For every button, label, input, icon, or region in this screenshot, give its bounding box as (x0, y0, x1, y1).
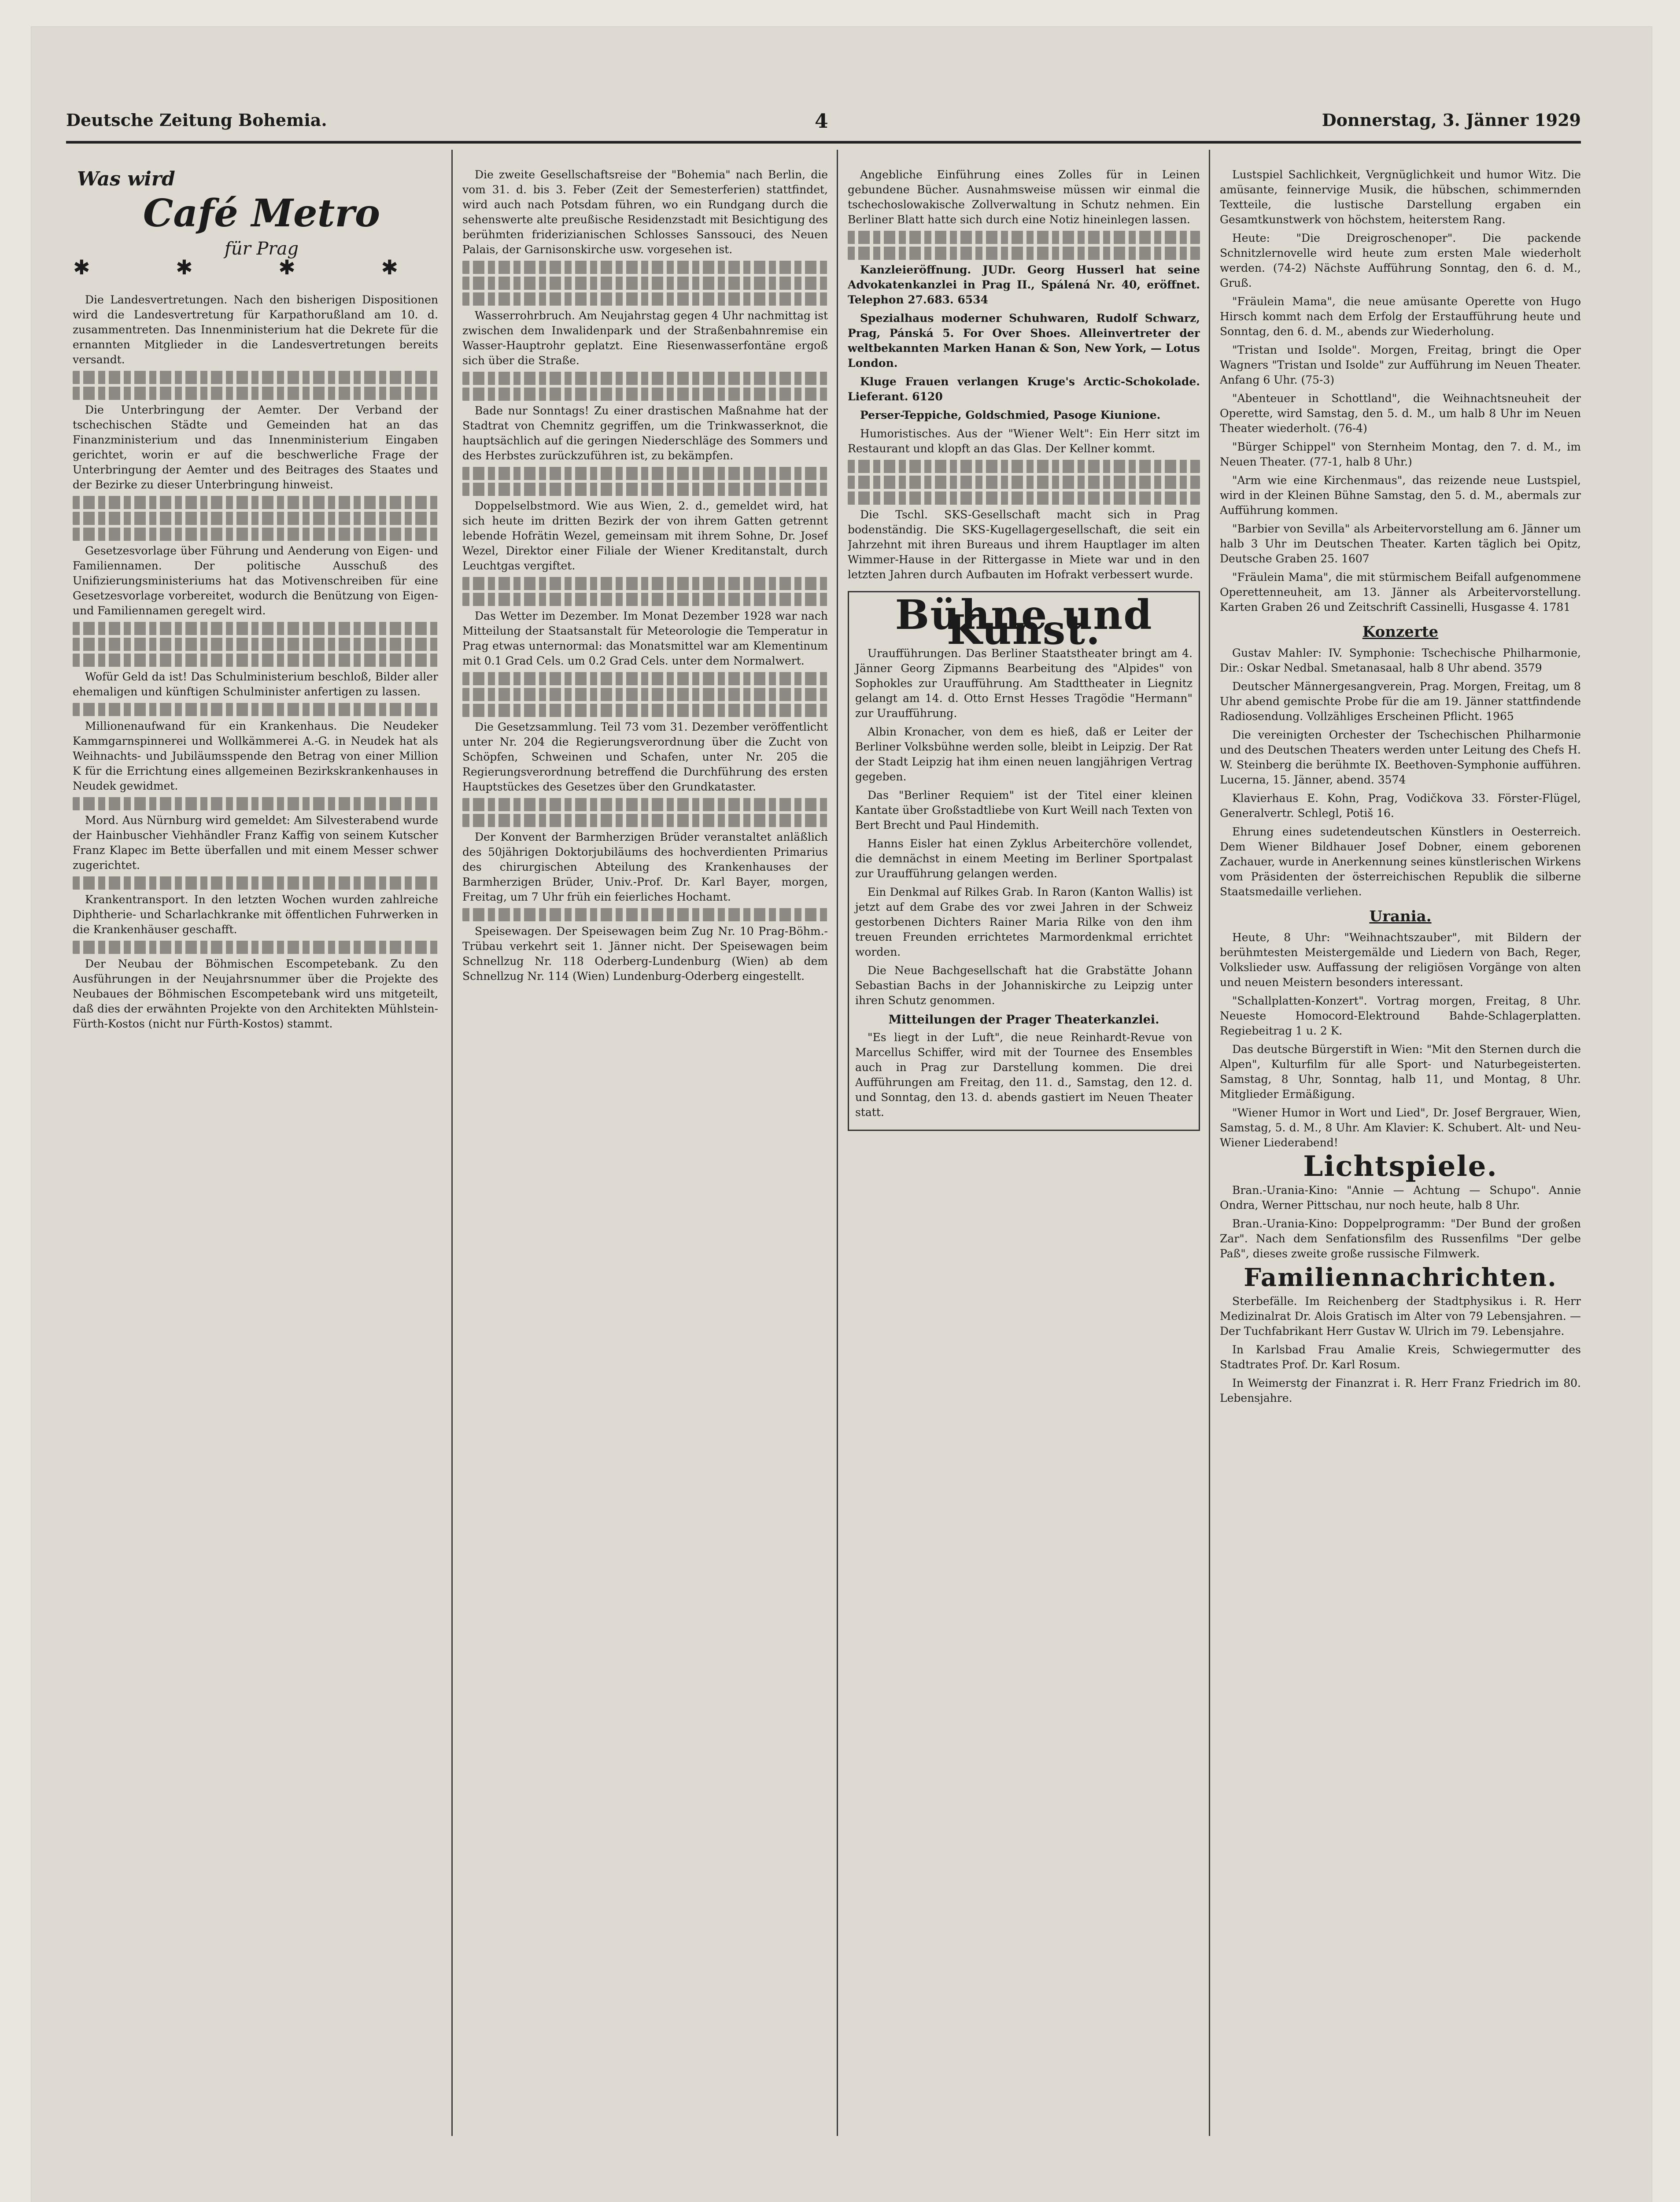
ad-subtitle: für Prag (225, 239, 299, 259)
text-line (462, 577, 828, 590)
concert-notice: Klavierhaus E. Kohn, Prag, Vodičkova 33. Förster-Flügel, Generalvertr. Schlegl, Potiš 16. (1220, 792, 1581, 820)
column-2 (462, 167, 828, 987)
theater-notice: "Barbier von Sevilla" als Arbeitervorstellung am 6. Jänner um halb 3 Uhr im Deutschen Theater. Karten täglich bei Opitz, Deutsche Graben 25. 1607 (1220, 522, 1581, 565)
classified-ad: Kanzleieröffnung. JUDr. Georg Husserl hat seine Advokatenkanzlei in Prag II., Spálená Nr. 40, eröffnet. Telephon 27.683. 6534 (848, 263, 1200, 306)
section-heading-film: Lichtspiele. (1303, 1150, 1498, 1183)
family-notice: Sterbefälle. Im Reichenberg der Stadtphysikus i. R. Herr Medizinalrat Dr. Alois Gratisch im Alter von 79 Lebensjahren. — Der Tuchfabrikant Herr Gustav W. Ulrich im 79. Lebensjahre. (1220, 1295, 1581, 1337)
page-number: 4 (815, 110, 828, 133)
article: Die Tschl. SKS-Gesellschaft macht sich in Prag bodenständig. Die SKS-Kugellagergesellschaft, die seit ein Jahrzehnt mit ihren Bureaus und ihrem Hauptlager im alten Wimmer-Hause in der Rittergasse in Miete war und in den letzten Jahren durch Aufbauten im Hofrakt verbessert wurde. (848, 508, 1200, 581)
text-line (73, 528, 438, 541)
text-line (462, 467, 828, 480)
newspaper-name: Deutsche Zeitung Bohemia. (66, 110, 327, 130)
article: Bade nur Sonntags! Zu einer drastischen Maßnahme hat der Stadtrat von Chemnitz gegriffen, um die Trinkwasserknot, die hauptsächlich auf die geringen Niederschläge des Sommers und des Herbstes zurückzuführen ist, zu bekämpfen. (462, 404, 828, 462)
article: Der Konvent der Barmherzigen Brüder veranstaltet anläßlich des 50jährigen Doktorjubiläums des hochverdienten Primarius des chirurgischen Abteilung des Krankenhauses der Barmherzigen Brüder, Univ.-Prof. Dr. Karl Bayer, morgen, Freitag, um 7 Uhr früh ein feierliches Hochamt. (462, 831, 828, 903)
text-line (848, 231, 1200, 244)
text-line (462, 704, 828, 717)
text-line (73, 797, 438, 810)
article: Der Neubau der Böhmischen Escompetebank. Zu den Ausführungen in der Neujahrsnummer über die Projekte des Neubaues der Böhmischen Escompetebank wird uns mitgeteilt, daß dies der erwähnten Projekte von den Architekten Mühlstein-Fürth-Kostos (nicht nur Fürth-Kostos) stammt. (73, 957, 438, 1030)
column-1 (73, 167, 438, 1035)
text-line (462, 292, 828, 306)
text-line (73, 638, 438, 651)
text-line (848, 476, 1200, 489)
article: Speisewagen. Der Speisewagen beim Zug Nr. 10 Prag-Böhm.-Trübau verkehrt seit 1. Jänner nicht. Der Speisewagen beim Schnellzug Nr. 118 Oderberg-Lundenburg (Wien) ab dem Schnellzug Nr. 114 (Wien) Lundenburg-Oderberg eingestellt. (462, 925, 828, 983)
text-line (73, 654, 438, 667)
ad-ornaments: ✱ ✱ ✱ ✱ (73, 255, 438, 279)
article: Angebliche Einführung eines Zolles für in Leinen gebundene Bücher. Ausnahmsweise müssen wir einmal die tschechoslowakische Zollverwaltung in Schutz nehmen. Ein Berliner Blatt hatte sich durch eine Notiz hineinlegen lassen. (848, 168, 1200, 226)
text-line (848, 491, 1200, 505)
section-heading-family: Familiennachrichten. (1244, 1263, 1557, 1292)
column-rule (1209, 150, 1210, 2136)
classified-ad: Perser-Teppiche, Goldschmied, Pasoge Kiunione. (860, 409, 1161, 421)
text-line (73, 703, 438, 716)
article: Die Landesvertretungen. Nach den bisherigen Dispositionen wird die Landesvertretung für Karpathorußland am 10. d. zusammentreten. Das Innenministerium hat die Dekrete für die ernannten Mitglieder in die Landesvertretungen bereits versandt. (73, 293, 438, 366)
article: Die Gesetzsammlung. Teil 73 vom 31. Dezember veröffentlicht unter Nr. 204 die Regierungsverordnung über die Zucht von Schöpfen, Schweinen und Schafen, unter Nr. 205 die Regierungsverordnung betreffend die Durchführung des ersten Hauptstückes des Gesetzes über den Grundkataster. (462, 720, 828, 793)
article: Gesetzesvorlage über Führung und Aenderung von Eigen- und Familiennamen. Der politische Ausschuß des Unifizierungsministeriums hat das Motivenschreiben für eine Gesetzesvorlage vorbereitet, wodurch die Benützung von Eigen- und Familiennamen geregelt wird. (73, 544, 438, 617)
masthead (66, 101, 1581, 144)
section-heading-concerts: Konzerte (1362, 623, 1439, 641)
article: Krankentransport. In den letzten Wochen wurden zahlreiche Diphtherie- und Scharlachkranke mit öffentlichen Fuhrwerken in die Krankenhäuser geschafft. (73, 893, 438, 936)
article: Ein Denkmal auf Rilkes Grab. In Raron (Kanton Wallis) ist jetzt auf dem Grabe des vor zwei Jahren in der Schweiz gestorbenen Dichters Rainer Maria Rilke von den ihm treuen Freunden errichtetes Marmordenkmal errichtet worden. (855, 886, 1193, 958)
section-heading-urania: Urania. (1369, 908, 1432, 925)
ad-title: Café Metro (143, 191, 380, 236)
text-line (462, 593, 828, 606)
text-line (462, 672, 828, 685)
film-notice: Bran.-Urania-Kino: Doppelprogramm: "Der Bund der großen Zar". Nach dem Senfationsfilm des Russenfilms "Der gelbe Paß", dieses zweite große russische Filmwerk. (1220, 1217, 1581, 1260)
text-line (462, 483, 828, 496)
article: Wasserrohrbruch. Am Neujahrstag gegen 4 Uhr nachmittag ist zwischen dem Inwalidenpark und der Straßenbahnremise ein Wasser-Hauptrohr geplatzt. Eine Riesenwasserfontäne ergoß sich über die Straße. (462, 309, 828, 367)
theater-notice: "Fräulein Mama", die mit stürmischem Beifall aufgenommene Operettenneuheit, am 13. Jänner als Arbeitervorstellung. Karten Graben 26 und Zeitschrift Cassinelli, Husgasse 4. 1781 (1220, 571, 1581, 613)
article: Das Wetter im Dezember. Im Monat Dezember 1928 war nach Mitteilung der Staatsanstalt für Meteorologie die Temperatur in Prag etwas unternormal: das Monatsmittel war am Klementinum mit 0.1 Grad Cels. um 0.2 Grad Cels. unter dem Normalwert. (462, 610, 828, 667)
theater-notice: "Tristan und Isolde". Morgen, Freitag, bringt die Oper Wagners "Tristan und Isolde" zur Aufführung im Neuen Theater. Anfang 6 Uhr. (75-3) (1220, 344, 1581, 386)
issue-date: Donnerstag, 3. Jänner 1929 (1322, 110, 1581, 130)
article: Hanns Eisler hat einen Zyklus Arbeiterchöre vollendet, die demnächst in einem Meeting im Berliner Sportpalast zur Uraufführung gelangen werden. (855, 837, 1193, 880)
concert-notice: Die vereinigten Orchester der Tschechischen Philharmonie und des Deutschen Theaters werden unter Leitung des Chefs H. W. Steinberg die berühmte IX. Beethoven-Symphonie aufführen. Lucerna, 15. Jänner, abend. 3574 (1220, 728, 1581, 786)
text-line (462, 688, 828, 701)
text-line (848, 247, 1200, 260)
concert-notice: Deutscher Männergesangverein, Prag. Morgen, Freitag, um 8 Uhr abend gemischte Probe für die am 19. Jänner stattfindende Radiosendung. Vollzähliges Erscheinen Pflicht. 1965 (1220, 680, 1581, 723)
article: Mord. Aus Nürnburg wird gemeldet: Am Silvesterabend wurde der Hainbuscher Viehhändler Franz Kaffig von seinem Kutscher Franz Klapec im Bette überfallen und mit einem Messer schwer zugerichtet. (73, 814, 438, 872)
theater-notice: "Bürger Schippel" von Sternheim Montag, den 7. d. M., im Neuen Theater. (77-1, halb 8 Uhr.) (1220, 440, 1581, 468)
film-notice: Bran.-Urania-Kino: "Annie — Achtung — Schupo". Annie Ondra, Werner Pittschau, nur noch heute, halb 8 Uhr. (1220, 1184, 1581, 1212)
text-line (73, 387, 438, 400)
article: Lustspiel Sachlichkeit, Vergnüglichkeit und humor Witz. Die amüsante, feinnervige Musik, die hübschen, schimmernden Textteile, die lustische Darstellung ergaben ein Gesamtkunstwerk von höchstem, heiterstem Rang. (1220, 168, 1581, 226)
text-line (462, 814, 828, 827)
theater-notice: "Arm wie eine Kirchenmaus", das reizende neue Lustspiel, wird in der Kleinen Bühne Samstag, den 5. d. M., abermals zur Aufführung kommen. (1220, 474, 1581, 517)
text-line (462, 261, 828, 274)
text-line (73, 371, 438, 384)
theater-notice: Heute: "Die Dreigroschenoper". Die packende Schnitzlernovelle wird heute zum ersten Male wiederholt werden. (74-2) Nächste Aufführung Sonntag, den 6. d. M., Gruß. (1220, 232, 1581, 289)
section-heading: Bühne und Kunst. (895, 591, 1153, 654)
family-notice: In Weimerstg der Finanzrat i. R. Herr Franz Friedrich im 80. Lebensjahre. (1220, 1377, 1581, 1404)
urania-notice: "Schallplatten-Konzert". Vortrag morgen, Freitag, 8 Uhr. Neueste Homocord-Elektround Bahde-Schlagerplatten. Regiebeitrag 1 u. 2 K. (1220, 994, 1581, 1037)
column-rule (837, 150, 838, 2136)
text-line (73, 496, 438, 509)
subsection-heading: Mitteilungen der Prager Theaterkanzlei. (888, 1013, 1159, 1027)
text-line (73, 941, 438, 954)
family-notice: In Karlsbad Frau Amalie Kreis, Schwiegermutter des Stadtrates Prof. Dr. Karl Rosum. (1220, 1343, 1581, 1371)
article: Die zweite Gesellschaftsreise der "Bohemia" nach Berlin, die vom 31. d. bis 3. Feber (Zeit der Semesterferien) stattfindet, wird auch nach Potsdam führen, wo ein Rundgang durch die sehenswerte alte preußische Residenzstadt mit Besichtigung des berühmten friderizianischen Schlosses Sanssouci, des Neuen Palais, der Garnisonskirche usw. vorgesehen ist. (462, 168, 828, 256)
theater-notice: "Abenteuer in Schottland", die Weihnachtsneuheit der Operette, wird Samstag, den 5. d. M., um halb 8 Uhr im Neuen Theater wiederholt. (76-4) (1220, 392, 1581, 435)
text-line (462, 798, 828, 811)
concert-notice: Ehrung eines sudetendeutschen Künstlers in Oesterreich. Dem Wiener Bildhauer Josef Dobner, einem geborenen Zachauer, wurde in Anerkennung seines künstlerischen Wirkens vom Präsidenten der österreichischen Republik die silberne Staatsmedaille verliehen. (1220, 825, 1581, 898)
text-line (73, 512, 438, 525)
text-line (462, 277, 828, 290)
text-line (462, 372, 828, 385)
text-line (462, 908, 828, 921)
article: Uraufführungen. Das Berliner Staatstheater bringt am 4. Jänner Georg Zipmanns Bearbeitung des "Alpides" von Sophokles zur Uraufführung. Am Stadttheater in Liegnitz gelangt am 14. d. Otto Ernst Hesses Tragödie "Hermann" zur Uraufführung. (855, 647, 1193, 720)
column-rule (451, 150, 453, 2136)
classified-ad: Spezialhaus moderner Schuhwaren, Rudolf Schwarz, Prag, Pánská 5. For Over Shoes. Alleinvertreter der weltbekannten Marken Hanan & Son, New York, — Lotus London. (848, 312, 1200, 369)
ad-heading: Was wird (77, 168, 175, 190)
article: "Es liegt in der Luft", die neue Reinhardt-Revue von Marcellus Schiffer, wird mit der Tournee des Ensembles auch in Prag zur Darstellung kommen. Die drei Aufführungen am Freitag, den 11. d., Samstag, den 12. d. und Sonntag, den 13. d. abends gastiert im Neuen Theater statt. (855, 1031, 1193, 1119)
section-box (848, 591, 1200, 1131)
article: Millionenaufwand für ein Krankenhaus. Die Neudeker Kammgarnspinnerei und Wollkämmerei A.-G. in Neudek hat als Weihnachts- und Jubiläumsspende den Betrag von einer Million K für die Errichtung eines allgemeinen Bezirkskrankenhauses in Neudek gewidmet. (73, 720, 438, 792)
concert-notice: Gustav Mahler: IV. Symphonie: Tschechische Philharmonie, Dir.: Oskar Nedbal. Smetanasaal, halb 8 Uhr abend. 3579 (1220, 647, 1581, 674)
urania-notice: Das deutsche Bürgerstift in Wien: "Mit den Sternen durch die Alpen", Kulturfilm für alle Sport- und Naturbegeisterten. Samstag, 8 Uhr, Sonntag, halb 11, und Montag, 8 Uhr. Mitglieder Ermäßigung. (1220, 1043, 1581, 1101)
text-line (848, 460, 1200, 473)
text-line (73, 622, 438, 635)
article: Das "Berliner Requiem" ist der Titel einer kleinen Kantate über Großstadtliebe von Kurt Weill nach Texten von Bert Brecht und Paul Hindemith. (855, 789, 1193, 831)
article: Albin Kronacher, von dem es hieß, daß er Leiter der Berliner Volksbühne werden solle, bleibt in Leipzig. Der Rat der Stadt Leipzig hat ihm einen neuen langjährigen Vertrag gegeben. (855, 725, 1193, 783)
article: Die Neue Bachgesellschaft hat die Grabstätte Johann Sebastian Bachs in der Johanniskirche zu Leipzig unter ihren Schutz genommen. (855, 964, 1193, 1007)
text-line (462, 388, 828, 401)
classified-ad: Kluge Frauen verlangen Kruge's Arctic-Schokolade. Lieferant. 6120 (848, 375, 1200, 403)
urania-notice: "Wiener Humor in Wort und Lied", Dr. Josef Bergrauer, Wien, Samstag, 5. d. M., 8 Uhr. Am Klavier: K. Schubert. Alt- und Neu-Wiener Liederabend! (1220, 1106, 1581, 1149)
article: Doppelselbstmord. Wie aus Wien, 2. d., gemeldet wird, hat sich heute im dritten Bezirk der von ihrem Gatten getrennt lebende Hofrätin Wezel, gemeinsam mit ihrem Sohne, Dr. Josef Wezel, Direktor einer Filiale der Wiener Kreditanstalt, durch Leuchtgas vergiftet. (462, 499, 828, 572)
text-line (73, 876, 438, 890)
column-3 (848, 167, 1200, 1140)
urania-notice: Heute, 8 Uhr: "Weihnachtszauber", mit Bildern der berühmtesten Meistergemälde und Liedern von Bach, Reger, Volkslieder usw. Auffassung der religiösen Vorgänge von alten und neuen Meistern besonders interessant. (1220, 931, 1581, 989)
article: Humoristisches. Aus der "Wiener Welt": Ein Herr sitzt im Restaurant und klopft an das Glas. Der Kellner kommt. (848, 427, 1200, 455)
article: Wofür Geld da ist! Das Schulministerium beschloß, Bilder aller ehemaligen und künftigen Schulminister anfertigen zu lassen. (73, 670, 438, 698)
theater-notice: "Fräulein Mama", die neue amüsante Operette von Hugo Hirsch kommt nach dem Erfolg der Erstaufführung heute und Sonntag, den 6. d. M., abends zur Wiederholung. (1220, 295, 1581, 338)
column-4 (1220, 167, 1581, 1409)
article: Die Unterbringung der Aemter. Der Verband der tschechischen Städte und Gemeinden hat an das Finanzministerium und das Innenministerium Eingaben gerichtet, worin er auf die beschwerliche Frage der Unterbringung der Aemter und des Beitrages des Staates und der Bezirke zu dieser Unterbringung hinweist. (73, 403, 438, 491)
